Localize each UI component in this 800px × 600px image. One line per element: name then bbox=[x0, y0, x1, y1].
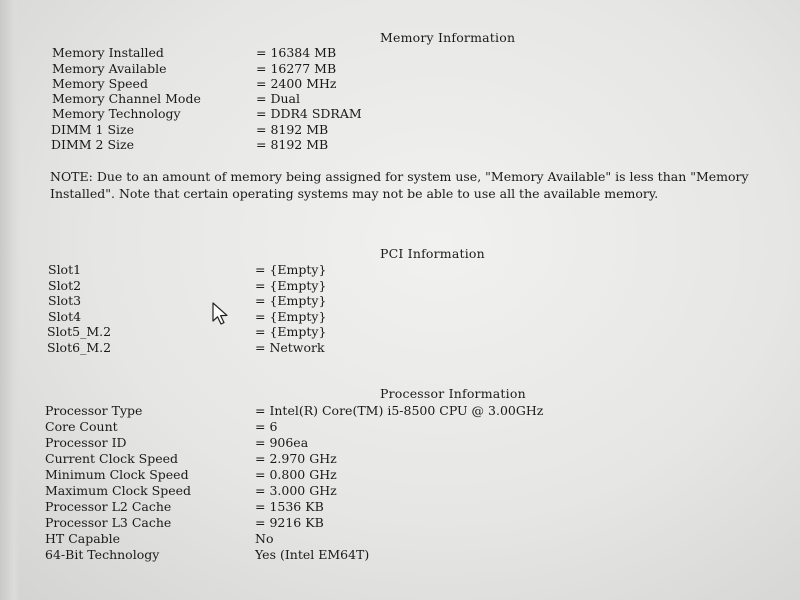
info-row-slot5-m2 bbox=[47, 324, 747, 340]
info-label: Memory Channel Mode bbox=[52, 91, 201, 106]
info-label: Slot1 bbox=[48, 262, 82, 277]
info-row-slot3 bbox=[48, 293, 748, 309]
info-row-memory-channel-mode bbox=[52, 91, 752, 107]
info-label: Processor ID bbox=[45, 435, 127, 450]
info-row-core-count bbox=[45, 419, 765, 435]
info-label: Processor Type bbox=[45, 403, 143, 418]
info-value: = Dual bbox=[256, 91, 300, 106]
info-row-ht-capable bbox=[45, 531, 765, 547]
info-label: Maximum Clock Speed bbox=[45, 483, 192, 498]
info-value: = {Empty} bbox=[255, 262, 327, 277]
info-row-slot4 bbox=[48, 309, 748, 325]
info-row-l3-cache bbox=[45, 515, 765, 531]
info-label: Slot6_M.2 bbox=[47, 340, 112, 355]
info-value: = Network bbox=[255, 340, 325, 355]
info-label: Memory Speed bbox=[52, 76, 148, 91]
info-value: = 16384 MB bbox=[256, 45, 337, 60]
memory-information-title: Memory Information bbox=[380, 30, 516, 45]
info-value: = {Empty} bbox=[255, 293, 327, 308]
info-row-memory-speed bbox=[52, 76, 752, 92]
memory-note: NOTE: Due to an amount of memory being assigned for system use, "Memory Available" is less than "Memory Installed". Note that certain operating systems may not be able to use all the available memory. bbox=[50, 169, 749, 201]
info-row-minimum-clock-speed bbox=[45, 467, 765, 483]
info-row-processor-type bbox=[45, 403, 765, 419]
info-label: Current Clock Speed bbox=[45, 451, 179, 466]
info-value: = 0.800 GHz bbox=[255, 467, 337, 482]
info-row-dimm1-size bbox=[51, 122, 751, 138]
info-label: HT Capable bbox=[45, 531, 121, 546]
info-row-current-clock-speed bbox=[45, 451, 765, 467]
info-value: = 6 bbox=[255, 419, 278, 434]
info-value: = 906ea bbox=[255, 435, 309, 450]
info-label: 64-Bit Technology bbox=[45, 547, 160, 562]
info-value: = {Empty} bbox=[255, 278, 327, 293]
info-label: DIMM 2 Size bbox=[51, 137, 135, 152]
info-label: Memory Technology bbox=[52, 106, 181, 121]
info-row-maximum-clock-speed bbox=[45, 483, 765, 499]
info-row-processor-id bbox=[45, 435, 765, 451]
info-label: Minimum Clock Speed bbox=[45, 467, 189, 482]
info-label: Memory Installed bbox=[52, 45, 164, 60]
info-label: DIMM 1 Size bbox=[51, 122, 135, 137]
info-value: = 8192 MB bbox=[256, 137, 329, 152]
info-label: Slot4 bbox=[48, 309, 82, 324]
info-row-64bit-technology bbox=[45, 547, 765, 563]
info-row-memory-available bbox=[52, 61, 752, 77]
info-value: = 2400 MHz bbox=[256, 76, 337, 91]
pci-information-title: PCI Information bbox=[380, 246, 485, 261]
info-value: Yes (Intel EM64T) bbox=[255, 547, 370, 562]
info-value: = 2.970 GHz bbox=[255, 451, 337, 466]
info-value: = Intel(R) Core(TM) i5-8500 CPU @ 3.00GHz bbox=[255, 403, 544, 418]
processor-information-title: Processor Information bbox=[380, 386, 526, 401]
info-label: Slot3 bbox=[48, 293, 82, 308]
info-label: Processor L3 Cache bbox=[45, 515, 172, 530]
info-label: Processor L2 Cache bbox=[45, 499, 172, 514]
info-row-l2-cache bbox=[45, 499, 765, 515]
mouse-pointer-icon bbox=[212, 302, 230, 326]
info-row-memory-installed bbox=[52, 45, 752, 61]
info-row-memory-technology bbox=[52, 106, 752, 122]
info-row-slot2 bbox=[48, 278, 748, 294]
info-row-slot6-m2 bbox=[47, 340, 747, 356]
info-value: = DDR4 SDRAM bbox=[256, 106, 362, 121]
info-label: Memory Available bbox=[52, 61, 167, 76]
info-value: = 16277 MB bbox=[256, 61, 337, 76]
info-value: = 3.000 GHz bbox=[255, 483, 337, 498]
info-value: = 8192 MB bbox=[256, 122, 329, 137]
info-label: Slot5_M.2 bbox=[47, 324, 112, 339]
info-row-dimm2-size bbox=[51, 137, 751, 153]
info-value: = 1536 KB bbox=[255, 499, 324, 514]
info-row-slot1 bbox=[48, 262, 748, 278]
info-value: = 9216 KB bbox=[255, 515, 324, 530]
info-value: No bbox=[255, 531, 274, 546]
info-label: Slot2 bbox=[48, 278, 82, 293]
info-label: Core Count bbox=[45, 419, 118, 434]
info-value: = {Empty} bbox=[255, 309, 327, 324]
info-value: = {Empty} bbox=[255, 324, 327, 339]
